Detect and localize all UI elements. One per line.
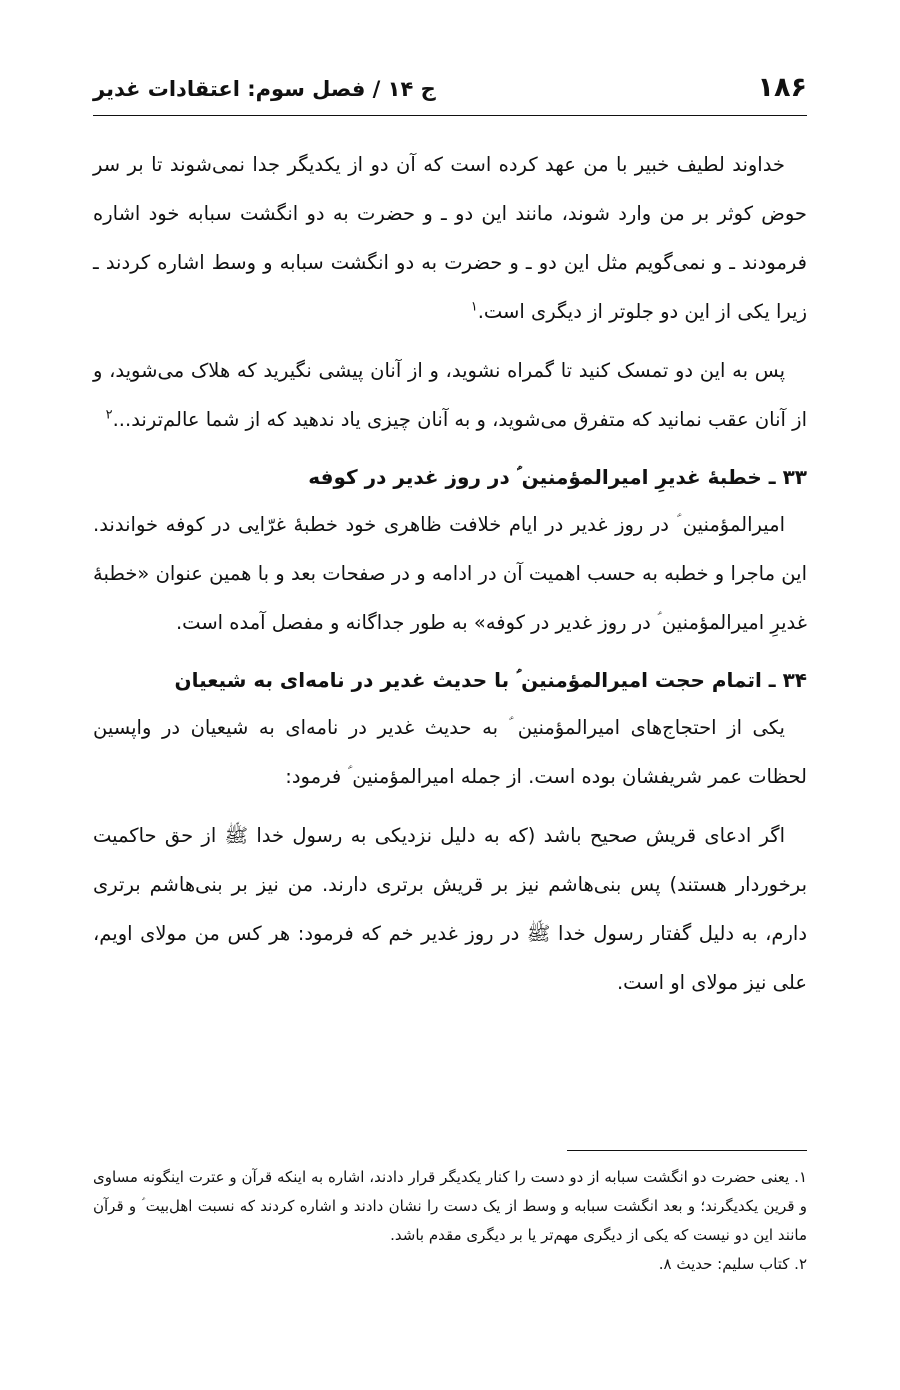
page-header [93,70,807,110]
paragraph-1-text: خداوند لطیف خبیر با من عهد کرده است که آن دو از یکدیگر جدا نمی‌شوند تا بر سر حوض کوثر بر من وارد شوند، مانند این دو ـ و حضرت به دو انگشت سبابه خود اشاره فرمودند ـ و نمی‌گویم مثل این دو ـ و حضرت به دو انگشت سبابه و وسط اشاره کردند ـ زیرا یکی از این دو جلوتر از دیگری است. [93,153,807,323]
footnote-ref-2[interactable]: ۲ [105,407,113,423]
footnote-1: ۱. یعنی حضرت دو انگشت سبابه از دو دست را کنار یکدیگر قرار دادند، اشاره به اینکه قرآن و عترت اینگونه مساوی و قرین یکدیگرند؛ و بعد انگشت سبابه و وسط از یک دست را نشان دادند و اشاره کردند که نسبت اهل‌بیت ؑ و قرآن مانند این دو نیست که یکی از دیگری مهم‌تر یا بر دیگری مقدم باشد. [93,1168,807,1244]
paragraph-5-text: اگر ادعای قریش صحیح باشد (که به دلیل نزدیکی به رسول خدا ﷺ از حق حاکمیت برخوردار هستند) پس بنی‌هاشم نیز بر قریش برتری دارند. من نیز بر بنی‌هاشم برتری دارم، به دلیل گفتار رسول خدا ﷺ در روز غدیر خم که فرمود: هر کس من مولای اویم، علی نیز مولای او است. [93,824,807,994]
paragraph-2 [93,346,807,444]
header-rule [93,115,807,116]
main-text [93,140,807,1007]
page-number: ۱۸۶ [757,72,807,103]
footnote-ref-1[interactable]: ۱ [470,299,478,315]
paragraph-5 [93,811,807,1007]
paragraph-1 [93,140,807,336]
running-head: ج ۱۴ / فصل سوم: اعتقادات غدیر [93,77,436,101]
paragraph-4 [93,703,807,801]
paragraph-3-text: امیرالمؤمنین ؑ در روز غدیر در ایام خلافت ظاهری خود خطبهٔ غرّایی در کوفه خواندند. این ماجرا و خطبه به حسب اهمیت آن در ادامه و در صفحات بعد و با همین عنوان «خطبهٔ غدیرِ امیرالمؤمنین ؑ در روز غدیر در کوفه» به طور جداگانه و مفصل آمده است. [93,513,807,634]
section-heading-33: ۳۳ ـ خطبهٔ غدیرِ امیرالمؤمنین ؑ در روز غدیر در کوفه [308,465,807,489]
footnote-rule [567,1150,807,1151]
footnotes [93,1163,807,1279]
section-heading-34: ۳۴ ـ اتمام حجت امیرالمؤمنین ؑ با حدیث غدیر در نامه‌ای به شیعیان [174,668,807,692]
paragraph-2-text: پس به این دو تمسک کنید تا گمراه نشوید، و از آنان پیشی نگیرید که هلاک می‌شوید، و از آنان عقب نمانید که متفرق می‌شوید، و به آنان چیزی یاد ندهید که از شما عالم‌ترند... [93,359,807,431]
footnote-2: ۲. کتاب سلیم: حدیث ۸. [658,1255,807,1273]
paragraph-3 [93,500,807,647]
paragraph-4-text: یکی از احتجاج‌های امیرالمؤمنین ؑ به حدیث غدیر در نامه‌ای به شیعیان در واپسین لحظات عمر شریفشان بوده است. از جمله امیرالمؤمنین ؑ فرمود: [93,716,807,788]
